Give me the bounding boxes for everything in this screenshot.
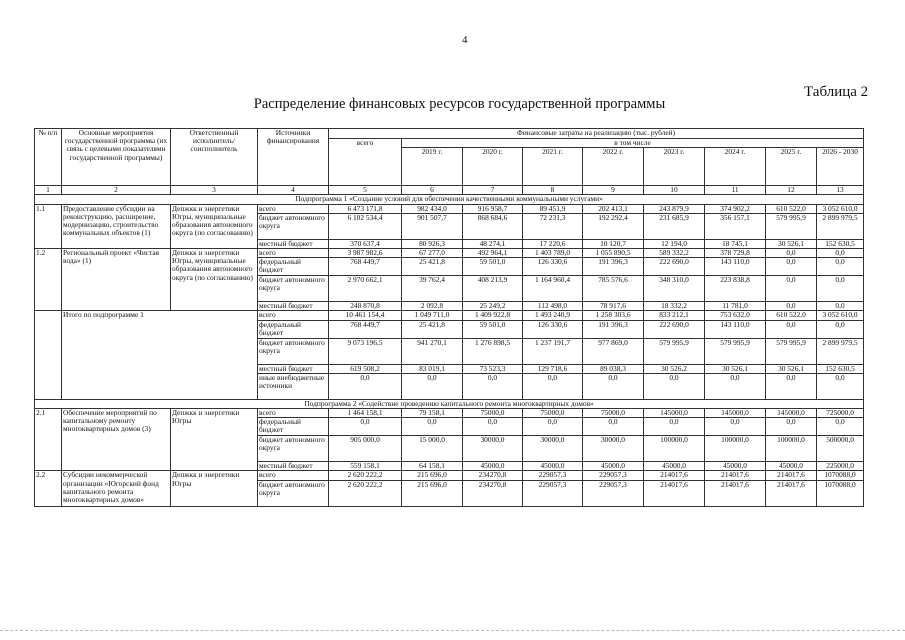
value-cell: 214017,6	[705, 471, 766, 480]
value-cell: 916 958,7	[463, 204, 523, 213]
value-cell: 1 055 890,5	[583, 249, 644, 258]
value-cell: 977 869,0	[583, 338, 644, 364]
funding-source: всего	[258, 249, 329, 258]
value-cell: 243 879,9	[644, 204, 705, 213]
value-cell: 45000,0	[644, 462, 705, 471]
column-number: 2	[62, 186, 171, 195]
column-number: 3	[171, 186, 258, 195]
column-number: 10	[644, 186, 705, 195]
value-cell: 78 917,6	[583, 302, 644, 311]
value-cell: 0,0	[817, 249, 864, 258]
column-number: 7	[463, 186, 523, 195]
value-cell: 45000,0	[705, 462, 766, 471]
value-cell: 0,0	[644, 373, 705, 399]
header-executor: Ответственный исполнитель/ соисполнитель	[171, 129, 258, 186]
funding-source: всего	[258, 311, 329, 320]
header-year: 2021 г.	[523, 148, 583, 186]
value-cell: 89 038,3	[583, 364, 644, 373]
row-number: 2.1	[35, 409, 62, 471]
value-cell: 192 292,4	[583, 213, 644, 239]
value-cell: 0,0	[766, 302, 817, 311]
executor-name: Депжкк и энергетики Югры, муниципальные образования автономного округа (по согласованию)	[171, 204, 258, 248]
header-year: 2023 г.	[644, 148, 705, 186]
header-source: Источники финансирования	[258, 129, 329, 186]
value-cell: 18 332,2	[644, 302, 705, 311]
value-cell: 0,0	[766, 249, 817, 258]
value-cell: 3 052 610,0	[817, 204, 864, 213]
value-cell: 579 995,9	[644, 338, 705, 364]
value-cell: 1 258 303,6	[583, 311, 644, 320]
header-num: № п/п	[35, 129, 62, 186]
value-cell: 1070088,0	[817, 471, 864, 480]
value-cell: 1 164 960,4	[523, 276, 583, 302]
header-year: 2022 г.	[583, 148, 644, 186]
executor-name: Депжкк и энергетики Югры, муниципальные образования автономного округа (по согласованию)	[171, 249, 258, 311]
value-cell: 0,0	[523, 418, 583, 436]
value-cell: 408 213,9	[463, 276, 523, 302]
value-cell: 214017,6	[705, 480, 766, 506]
funding-source: бюджет автономного округа	[258, 436, 329, 462]
value-cell: 1 493 240,9	[523, 311, 583, 320]
value-cell: 9 073 196,5	[329, 338, 402, 364]
value-cell: 1 409 922,8	[463, 311, 523, 320]
value-cell: 1 049 711,0	[402, 311, 463, 320]
value-cell: 18 745,1	[705, 239, 766, 248]
table-row	[35, 311, 864, 320]
value-cell: 0,0	[463, 373, 523, 399]
value-cell: 12 194,0	[644, 239, 705, 248]
value-cell: 234270,8	[463, 471, 523, 480]
value-cell: 145000,0	[644, 409, 705, 418]
funding-source: федеральный бюджет	[258, 320, 329, 338]
value-cell: 30000,0	[523, 436, 583, 462]
value-cell: 222 690,0	[644, 258, 705, 276]
value-cell: 30 526,1	[766, 239, 817, 248]
row-number: 1.1	[35, 204, 62, 248]
value-cell: 222 690,0	[644, 320, 705, 338]
table-label: Таблица 2	[804, 84, 869, 100]
value-cell: 223 838,8	[705, 276, 766, 302]
value-cell: 215 696,0	[402, 480, 463, 506]
value-cell: 248 870,8	[329, 302, 402, 311]
value-cell: 725000,0	[817, 409, 864, 418]
row-number	[35, 311, 62, 399]
value-cell: 0,0	[766, 418, 817, 436]
value-cell: 214017,6	[766, 480, 817, 506]
value-cell: 80 926,3	[402, 239, 463, 248]
column-number: 1	[35, 186, 62, 195]
value-cell: 126 330,6	[523, 258, 583, 276]
value-cell: 59 501,0	[463, 320, 523, 338]
value-cell: 0,0	[583, 418, 644, 436]
value-cell: 126 330,6	[523, 320, 583, 338]
column-number: 13	[817, 186, 864, 195]
value-cell: 11 781,0	[705, 302, 766, 311]
value-cell: 0,0	[817, 276, 864, 302]
value-cell: 579 995,9	[766, 213, 817, 239]
value-cell: 112 498,0	[523, 302, 583, 311]
value-cell: 145000,0	[766, 409, 817, 418]
value-cell: 229057,3	[523, 480, 583, 506]
value-cell: 0,0	[766, 258, 817, 276]
funding-source: местный бюджет	[258, 302, 329, 311]
value-cell: 619 508,2	[329, 364, 402, 373]
value-cell: 0,0	[766, 320, 817, 338]
table-row	[35, 204, 864, 213]
funding-source: всего	[258, 204, 329, 213]
value-cell: 191 396,3	[583, 258, 644, 276]
funding-source: федеральный бюджет	[258, 418, 329, 436]
value-cell: 67 277,0	[402, 249, 463, 258]
value-cell: 72 231,3	[523, 213, 583, 239]
value-cell: 79 158,1	[402, 409, 463, 418]
column-number: 6	[402, 186, 463, 195]
value-cell: 768 449,7	[329, 258, 402, 276]
value-cell: 229057,3	[583, 471, 644, 480]
document-title: Распределение финансовых ресурсов государственной программы	[253, 96, 666, 112]
value-cell: 0,0	[817, 320, 864, 338]
value-cell: 2 899 979,5	[817, 338, 864, 364]
value-cell: 30 526,1	[705, 364, 766, 373]
value-cell: 214017,6	[766, 471, 817, 480]
funding-source: бюджет автономного округа	[258, 213, 329, 239]
value-cell: 231 685,9	[644, 213, 705, 239]
funding-source: бюджет автономного округа	[258, 480, 329, 506]
value-cell: 30000,0	[583, 436, 644, 462]
executor-name: Депжкк и энергетики Югры	[171, 471, 258, 506]
header-year: 2020 г.	[463, 148, 523, 186]
value-cell: 3 052 610,0	[817, 311, 864, 320]
value-cell: 25 421,8	[402, 320, 463, 338]
header-total: всего	[329, 139, 402, 186]
value-cell: 6 473 171,8	[329, 204, 402, 213]
value-cell: 0,0	[817, 302, 864, 311]
funding-source: федеральный бюджет	[258, 258, 329, 276]
value-cell: 3 987 982,6	[329, 249, 402, 258]
value-cell: 356 157,1	[705, 213, 766, 239]
value-cell: 10 461 154,4	[329, 311, 402, 320]
header-year: 2024 г.	[705, 148, 766, 186]
value-cell: 2 620 222,2	[329, 471, 402, 480]
column-number: 9	[583, 186, 644, 195]
funding-source: местный бюджет	[258, 239, 329, 248]
value-cell: 48 274,1	[463, 239, 523, 248]
value-cell: 2 092,8	[402, 302, 463, 311]
subprogram-2-heading: Подпрограмма 2 «Содействие проведению капитального ремонта многоквартирных домов»	[35, 399, 864, 408]
header-year: 2026 - 2030	[817, 148, 864, 186]
table-row	[35, 409, 864, 418]
header-year: 2019 г.	[402, 148, 463, 186]
funding-source: всего	[258, 471, 329, 480]
header-costs: Финансовые затраты на реализацию (тыс. рублей)	[329, 129, 864, 139]
value-cell: 833 212,1	[644, 311, 705, 320]
executor-name: Депжкк и энергетики Югры	[171, 409, 258, 471]
value-cell: 10 120,7	[583, 239, 644, 248]
value-cell: 0,0	[329, 418, 402, 436]
column-number: 8	[523, 186, 583, 195]
column-number: 4	[258, 186, 329, 195]
financial-resources-table	[34, 128, 864, 507]
value-cell: 2 970 662,1	[329, 276, 402, 302]
row-number: 1.2	[35, 249, 62, 311]
value-cell: 768 449,7	[329, 320, 402, 338]
column-number: 5	[329, 186, 402, 195]
subprogram-1-heading: Подпрограмма 1 «Создание условий для обеспечения качественными коммунальными услугами»	[35, 195, 864, 204]
value-cell: 143 110,0	[705, 258, 766, 276]
funding-source: местный бюджет	[258, 462, 329, 471]
value-cell: 214017,6	[644, 471, 705, 480]
value-cell: 215 696,0	[402, 471, 463, 480]
column-number: 12	[766, 186, 817, 195]
activity-name: Региональный проект «Чистая вода» (1)	[62, 249, 171, 311]
value-cell: 25 249,2	[463, 302, 523, 311]
page-bottom-divider	[0, 630, 905, 631]
value-cell: 610 522,0	[766, 311, 817, 320]
value-cell: 982 434,0	[402, 204, 463, 213]
value-cell: 39 762,4	[402, 276, 463, 302]
value-cell: 25 421,8	[402, 258, 463, 276]
value-cell: 214017,6	[644, 480, 705, 506]
value-cell: 129 718,6	[523, 364, 583, 373]
funding-source: бюджет автономного округа	[258, 338, 329, 364]
value-cell: 589 332,2	[644, 249, 705, 258]
value-cell: 225000,0	[817, 462, 864, 471]
column-number: 11	[705, 186, 766, 195]
value-cell: 0,0	[583, 373, 644, 399]
value-cell: 30 526,1	[766, 364, 817, 373]
table-row	[35, 471, 864, 480]
value-cell: 492 964,1	[463, 249, 523, 258]
value-cell: 100000,0	[644, 436, 705, 462]
value-cell: 75000,0	[523, 409, 583, 418]
value-cell: 152 630,5	[817, 364, 864, 373]
value-cell: 0,0	[402, 418, 463, 436]
value-cell: 2 620 222,2	[329, 480, 402, 506]
value-cell: 0,0	[402, 373, 463, 399]
header-including: в том числе	[402, 139, 864, 148]
value-cell: 0,0	[705, 418, 766, 436]
value-cell: 559 158,1	[329, 462, 402, 471]
value-cell: 0,0	[523, 373, 583, 399]
subprogram-1-total-label: Итого по подпрограмме 1	[62, 311, 258, 399]
value-cell: 30000,0	[463, 436, 523, 462]
value-cell: 59 501,0	[463, 258, 523, 276]
funding-source: местный бюджет	[258, 364, 329, 373]
value-cell: 901 507,7	[402, 213, 463, 239]
value-cell: 0,0	[766, 276, 817, 302]
value-cell: 579 995,9	[766, 338, 817, 364]
value-cell: 229057,3	[523, 471, 583, 480]
value-cell: 2 899 979,5	[817, 213, 864, 239]
value-cell: 0,0	[644, 418, 705, 436]
value-cell: 1 276 898,5	[463, 338, 523, 364]
value-cell: 785 576,6	[583, 276, 644, 302]
table-row	[35, 249, 864, 258]
value-cell: 83 019,1	[402, 364, 463, 373]
value-cell: 234270,8	[463, 480, 523, 506]
value-cell: 1 464 158,1	[329, 409, 402, 418]
value-cell: 1070088,0	[817, 480, 864, 506]
funding-source: бюджет автономного округа	[258, 276, 329, 302]
value-cell: 374 902,2	[705, 204, 766, 213]
value-cell: 370 637,4	[329, 239, 402, 248]
value-cell: 500000,0	[817, 436, 864, 462]
value-cell: 75000,0	[463, 409, 523, 418]
value-cell: 0,0	[329, 373, 402, 399]
value-cell: 0,0	[463, 418, 523, 436]
value-cell: 868 684,6	[463, 213, 523, 239]
value-cell: 152 630,5	[817, 239, 864, 248]
activity-name: Обеспечение мероприятий по капитальному ремонту многоквартирных домов (3)	[62, 409, 171, 471]
value-cell: 229057,3	[583, 480, 644, 506]
activity-name: Предоставление субсидии на реконструкцию, расширение, модернизацию, строительство коммунальных объектов (1)	[62, 204, 171, 248]
value-cell: 45000,0	[766, 462, 817, 471]
value-cell: 45000,0	[523, 462, 583, 471]
value-cell: 45000,0	[463, 462, 523, 471]
value-cell: 100000,0	[766, 436, 817, 462]
value-cell: 0,0	[817, 258, 864, 276]
value-cell: 905 000,0	[329, 436, 402, 462]
value-cell: 143 110,0	[705, 320, 766, 338]
header-activity: Основные мероприятия государственной программы (их связь с целевыми показателями государственной программы)	[62, 129, 171, 186]
activity-name: Субсидии некоммерческой организации «Югорский фонд капитального ремонта многоквартирных домов»	[62, 471, 171, 506]
funding-source: иные внебюджетные источники	[258, 373, 329, 399]
value-cell: 348 310,0	[644, 276, 705, 302]
value-cell: 610 522,0	[766, 204, 817, 213]
value-cell: 1 403 789,0	[523, 249, 583, 258]
row-number: 2.2	[35, 471, 62, 506]
column-number-row	[35, 186, 864, 195]
value-cell: 15 000,0	[402, 436, 463, 462]
value-cell: 0,0	[817, 418, 864, 436]
value-cell: 73 523,3	[463, 364, 523, 373]
value-cell: 145000,0	[705, 409, 766, 418]
value-cell: 0,0	[817, 373, 864, 399]
page-number: 4	[462, 34, 468, 46]
value-cell: 202 413,1	[583, 204, 644, 213]
value-cell: 6 102 534,4	[329, 213, 402, 239]
value-cell: 64 158,1	[402, 462, 463, 471]
value-cell: 30 526,2	[644, 364, 705, 373]
value-cell: 941 270,1	[402, 338, 463, 364]
value-cell: 100000,0	[705, 436, 766, 462]
value-cell: 579 995,9	[705, 338, 766, 364]
value-cell: 1 237 191,7	[523, 338, 583, 364]
value-cell: 17 220,6	[523, 239, 583, 248]
funding-source: всего	[258, 409, 329, 418]
value-cell: 753 632,0	[705, 311, 766, 320]
value-cell: 45000,0	[583, 462, 644, 471]
header-year: 2025 г.	[766, 148, 817, 186]
value-cell: 89 451,9	[523, 204, 583, 213]
value-cell: 378 729,8	[705, 249, 766, 258]
value-cell: 0,0	[705, 373, 766, 399]
value-cell: 191 396,3	[583, 320, 644, 338]
value-cell: 75000,0	[583, 409, 644, 418]
value-cell: 0,0	[766, 373, 817, 399]
